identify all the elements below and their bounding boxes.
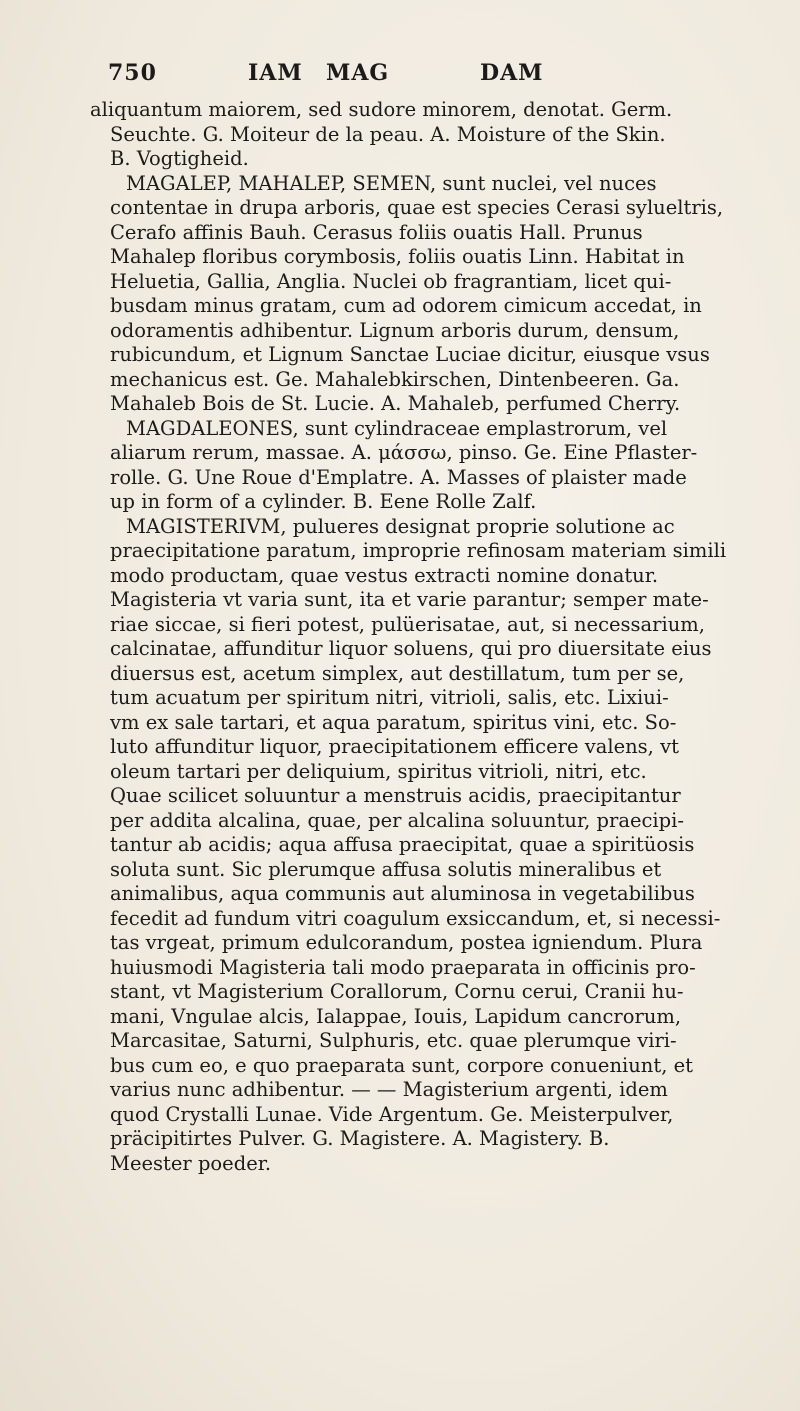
entry-headword-line: MAGISTERIVM, pulueres designat proprie solutione ac xyxy=(126,514,675,538)
text-line: busdam minus gratam, cum ad odorem cimicum accedat, in xyxy=(110,294,702,317)
text-line: Meester poeder. xyxy=(110,1151,272,1175)
text-line: tas vrgeat, primum edulcorandum, postea igniendum. Plura xyxy=(110,931,703,954)
text-line: rubicundum, et Lignum Sanctae Luciae dicitur, eiusque vsus xyxy=(110,343,710,366)
text-line: Magisteria vt varia sunt, ita et varie parantur; semper mate- xyxy=(110,588,709,611)
text-line: Seuchte. G. Moiteur de la peau. A. Moisture of the Skin. xyxy=(110,122,666,146)
header-right-guide: DAM xyxy=(480,60,544,86)
running-title: MAG xyxy=(326,60,390,86)
page-header xyxy=(108,60,740,92)
text-line: huiusmodi Magisteria tali modo praeparata in officinis pro- xyxy=(110,955,696,979)
text-line: Quae scilicet soluuntur a menstruis acidis, praecipitantur xyxy=(110,784,681,807)
text-line: aliquantum maiorem, sed sudore minorem, denotat. Germ. xyxy=(90,98,673,121)
text-line: contentae in drupa arboris, quae est species Cerasi sylueltris, xyxy=(110,196,724,219)
text-line: mani, Vngulae alcis, Ialappae, Iouis, Lapidum cancrorum, xyxy=(110,1004,682,1028)
text-line: Heluetia, Gallia, Anglia. Nuclei ob fragrantiam, licet qui- xyxy=(110,269,672,293)
text-line: rolle. G. Une Roue d'Emplatre. A. Masses of plaister made xyxy=(110,465,687,489)
text-line: Mahaleb Bois de St. Lucie. A. Mahaleb, perfumed Cherry. xyxy=(110,392,681,415)
text-line: Mahalep floribus corymbosis, foliis ouatis Linn. Habitat in xyxy=(110,245,685,268)
dictionary-text xyxy=(90,98,750,1176)
text-line: praecipitatione paratum, improprie refinosam materiam simili xyxy=(110,539,727,562)
text-line: Marcasitae, Saturni, Sulphuris, etc. quae plerumque viri- xyxy=(110,1029,677,1052)
text-line: up in form of a cylinder. B. Eene Rolle Zalf. xyxy=(110,490,537,513)
text-line: vm ex sale tartari, et aqua paratum, spiritus vini, etc. So- xyxy=(110,710,677,734)
text-line: luto affunditur liquor, praecipitationem efficere valens, vt xyxy=(110,735,679,758)
text-line: präcipitirtes Pulver. G. Magistere. A. Magistery. B. xyxy=(110,1127,610,1150)
entry-headword-line: MAGDALEONES, sunt cylindraceae emplastrorum, vel xyxy=(126,416,668,440)
page-number: 750 xyxy=(108,60,157,86)
text-line: oleum tartari per deliquium, spiritus vitrioli, nitri, etc. xyxy=(110,759,647,783)
text-line: B. Vogtigheid. xyxy=(110,147,249,170)
text-line: per addita alcalina, quae, per alcalina soluuntur, praecipi- xyxy=(110,808,684,832)
text-line: stant, vt Magisterium Corallorum, Cornu cerui, Cranii hu- xyxy=(110,980,684,1003)
text-line: riae siccae, si fieri potest, pulüerisatae, aut, si necessarium, xyxy=(110,612,705,636)
text-line: mechanicus est. Ge. Mahalebkirschen, Dintenbeeren. Ga. xyxy=(110,367,680,391)
text-line: diuersus est, acetum simplex, aut destillatum, tum per se, xyxy=(110,661,685,685)
text-line: calcinatae, affunditur liquor soluens, qui pro diuersitate eius xyxy=(110,637,712,660)
text-line: animalibus, aqua communis aut aluminosa in vegetabilibus xyxy=(110,882,695,905)
text-line: odoramentis adhibentur. Lignum arboris durum, densum, xyxy=(110,318,680,342)
text-line: Cerafo affinis Bauh. Cerasus foliis ouatis Hall. Prunus xyxy=(110,220,643,244)
entry-headword-line: MAGALEP, MAHALEP, SEMEN, sunt nuclei, vel nuces xyxy=(126,171,657,195)
text-line: fecedit ad fundum vitri coagulum exsiccandum, et, si necessi- xyxy=(110,906,721,930)
text-line: quod Crystalli Lunae. Vide Argentum. Ge. Meisterpulver, xyxy=(110,1102,674,1126)
text-line: tantur ab acidis; aqua affusa praecipitat, quae a spiritüosis xyxy=(110,833,695,856)
text-line: soluta sunt. Sic plerumque affusa solutis mineralibus et xyxy=(110,857,662,881)
text-line: bus cum eo, e quo praeparata sunt, corpore conueniunt, et xyxy=(110,1053,693,1077)
header-left-guide: IAM xyxy=(248,60,303,86)
text-line: tum acuatum per spiritum nitri, vitrioli, salis, etc. Lixiui- xyxy=(110,686,669,709)
text-line: varius nunc adhibentur. — — Magisterium argenti, idem xyxy=(110,1078,668,1101)
text-line: aliarum rerum, massae. A. μάσσω, pinso. Ge. Eine Pflaster- xyxy=(110,441,698,464)
text-line: modo productam, quae vestus extracti nomine donatur. xyxy=(110,563,659,587)
